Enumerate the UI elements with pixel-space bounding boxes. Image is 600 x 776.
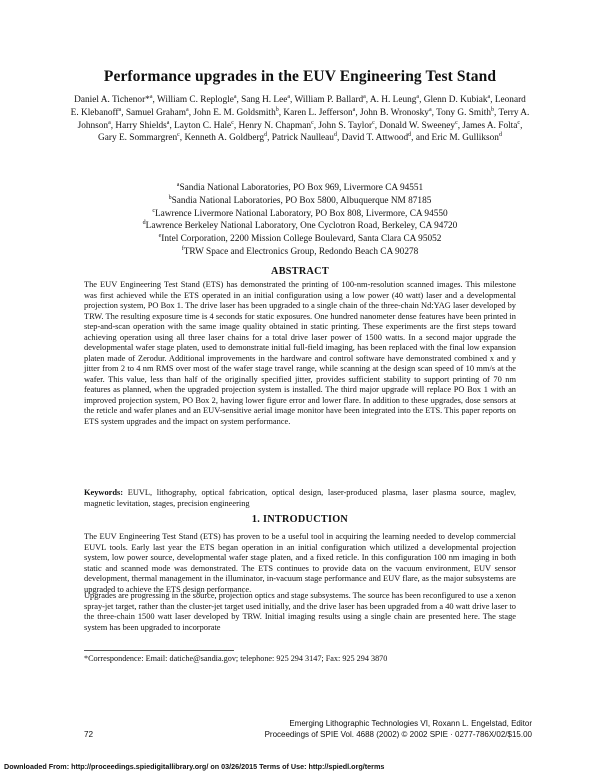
author: Harry Shields (115, 120, 167, 131)
author: and Eric M. Gullikson (415, 133, 499, 144)
introduction-paragraph: The EUV Engineering Test Stand (ETS) has proven to be a useful tool in acquiring the learning needed to develop commercial EUVL tools. Early last year the ETS began operation in an initial configuration which utilized a developmental projection system, low power source, developmental wafer stage platen, and a fixed reticle. In this configuration 100 nm imaging in both static and scanned mode was demonstrated. The ETS continues to provide data on the vacuum environment, EUV sensor development, thermal management in the illuminator, in-vacuum stage performance and EUV flare, as the major subsystems are upgraded to achieve the ETS design performance. (84, 532, 516, 594)
author: Leonard E. Klebanoff (70, 95, 526, 118)
introduction-paragraph: Upgrades are progressing in the source, projection optics and stage subsystems. The source has been reconfigured to use a xenon spray-jet target, rather than the cluster-jet target used initially, and the drive laser has been upgraded from a 40 watt drive laser to the three-chain 1500 watt laser developed by TRW. Initial imaging results using a single chain are presented here. The stage system has been upgraded to incorporate (84, 591, 516, 632)
correspondence-footnote: *Correspondence: Email: datiche@sandia.gov; telephone: 925 294 3147; Fax: 925 294 3870 (84, 654, 388, 663)
author: Tony G. Smith (436, 107, 491, 118)
author: A. H. Leung (369, 95, 417, 105)
proceedings-line: Emerging Lithographic Technologies VI, Roxann L. Engelstad, Editor (289, 719, 532, 728)
affiliation: Sandia National Laboratories, PO Box 5800, Albuquerque NM 87185 (171, 195, 432, 206)
author: Daniel A. Tichenor* (74, 95, 150, 105)
author: James A. Folta (462, 120, 518, 131)
author: William P. Ballard (294, 95, 364, 105)
abstract-heading: ABSTRACT (271, 266, 329, 277)
introduction-heading: 1. INTRODUCTION (251, 514, 349, 525)
author: Karen L. Jefferson (283, 107, 353, 118)
affiliation: Sandia National Laboratories, PO Box 969, Livermore CA 94551 (179, 183, 424, 193)
affiliation-list: $^a$Sandia National Laboratories, PO Box 969, Livermore CA 94551 $^b$Sandia National Laboratories, PO Box 5800, Albuquerque NM 87185 $^c$Lawrence Livermore National Laboratory, PO Box 808, Livermore, CA 94550 $^d$Lawrence Berkeley National Laboratory, One Cyclotron Road, Berkeley, CA 94720 $^e$Intel Corporation, 2200 Mission College Boulevard, Santa Clara CA 95052 $^f$TRW Space and Electronics Group, Redondo Beach CA 90278 (142, 181, 458, 257)
author: William C. Replogle (156, 95, 234, 105)
keywords-text: EUVL, lithography, optical fabrication, optical design, laser-produced plasma, laser plasma source, maglev, magnetic levitation, stages, precision engineering (84, 488, 517, 508)
author: Donald W. Sweeney (379, 120, 456, 131)
affiliation: Intel Corporation, 2200 Mission College Boulevard, Santa Clara CA 95052 (161, 234, 442, 245)
author: Sang H. Lee (241, 95, 288, 105)
affiliation: TRW Space and Electronics Group, Redondo Beach CA 90278 (183, 246, 419, 257)
footnote-divider (84, 650, 234, 651)
proceedings-citation (232, 718, 532, 740)
author: Gary E. Sommargren (98, 133, 178, 144)
download-notice: Downloaded From: http://proceedings.spiedigitallibrary.org/ on 03/26/2015 Terms of Use: http://spiedl.org/terms (4, 762, 385, 771)
keywords-label: Keywords: (84, 488, 124, 497)
author: John S. Taylor (318, 120, 373, 131)
author: John E. M. Goldsmith (193, 107, 276, 118)
author: Glenn D. Kubiak (423, 95, 488, 105)
author: Henry N. Chapman (238, 120, 312, 131)
page-number: 72 (84, 730, 94, 739)
affiliation: Lawrence Livermore National Laboratory, PO Box 808, Livermore, CA 94550 (154, 208, 448, 219)
author-list: Daniel A. Tichenor*$^a$, William C. Replogle$^a$, Sang H. Lee$^a$, William P. Ballard$^a$, A. H. Leung$^a$, Glenn D. Kubiak$^a$, Leonard E. Klebanoff$^a$, Samuel Graham$^a$, John E. M. Goldsmith$^b$, Karen L. Jefferson$^a$, John B. Wronosky$^a$, Tony G. Smith$^b$, Terry A. Johnson$^a$, Harry Shields$^a$, Layton C. Hale$^c$, Henry N. Chapman$^c$, John S. Taylor$^c$, Donald W. Sweeney$^c$, James A. Folta$^c$, Gary E. Sommargren$^c$, Kenneth A. Goldberg$^d$, Patrick Naulleau$^d$, David T. Attwood$^d$, and Eric M. Gullikson$^d$ (70, 93, 530, 144)
paper-title: Performance upgrades in the EUV Engineering Test Stand (103, 68, 497, 85)
author: Patrick Naulleau (271, 133, 334, 144)
author: David T. Attwood (341, 133, 409, 144)
abstract-text: The EUV Engineering Test Stand (ETS) has demonstrated the printing of 100-nm-resolution scanned images. This milestone was first achieved while the ETS operated in an initial configuration using a low power (40 watt) laser and a developmental projection system, PO Box 1. The drive laser has been upgraded to a single chain of the three-chain Nd:YAG laser developed by TRW. The resulting exposure time is 4 seconds for static exposures. One hundred nanometer dense features have been printed in step-and-scan operation with the same image quality obtained in static printing. These experiments are the first steps toward achieving operation using all three laser chains for a total drive laser power of 1500 watts. In a second major upgrade the developmental wafer stage platen, used to demonstrate initial full-field imaging, has been replaced with the final low expansion platen made of Zerodur. Additional improvements in the hardware and control software have demonstrated combined x and y jitter from 2 to 4 nm RMS over most of the wafer stage travel range, while scanning at the design scan speed of 10 mm/s at the wafer. This value, less than half of the originally specified jitter, provides sufficient stability to support printing of 70 nm features as planned, when the upgraded projection system is installed. The third major upgrade will replace PO Box 1 with an improved projection system, PO Box 2, having lower figure error and lower flare. In addition to these upgrades, dose sensors at the reticle and wafer planes and an EUV-sensitive aerial image monitor have been integrated into the ETS. This paper reports on ETS system upgrades and the impact on system performance. (84, 280, 516, 426)
author: John B. Wronosky (360, 107, 429, 118)
author: Samuel Graham (125, 107, 187, 118)
author: Terry A. Johnson (77, 107, 530, 131)
author: Kenneth A. Goldberg (184, 133, 265, 144)
author: Layton C. Hale (174, 120, 232, 131)
proceedings-line: Proceedings of SPIE Vol. 4688 (2002) © 2002 SPIE · 0277-786X/02/$15.00 (264, 730, 532, 739)
affiliation: Lawrence Berkeley National Laboratory, One Cyclotron Road, Berkeley, CA 94720 (145, 221, 458, 232)
keywords (84, 488, 516, 509)
